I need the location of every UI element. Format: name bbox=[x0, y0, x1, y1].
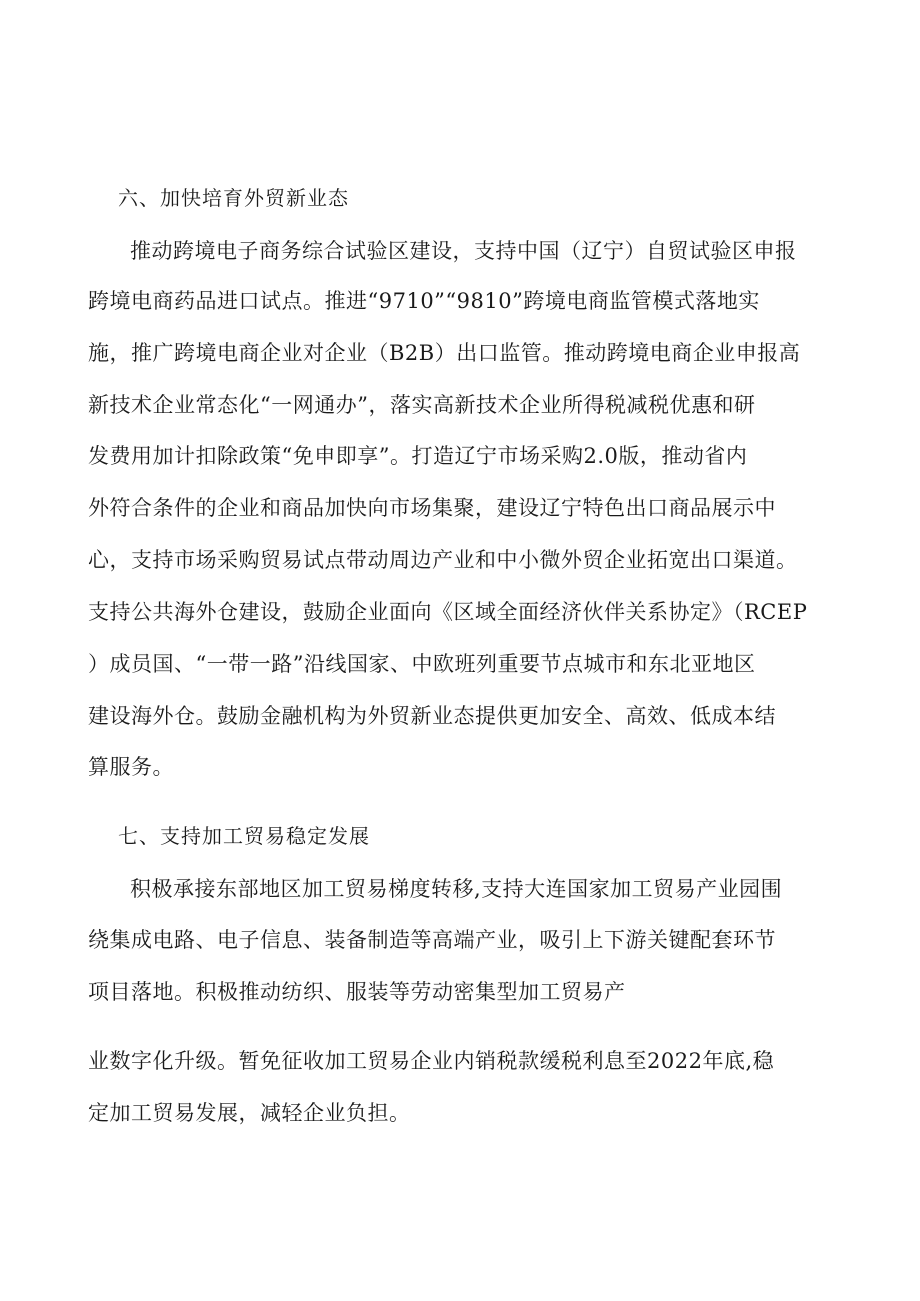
section-6-line: 算服务。 bbox=[88, 755, 174, 779]
section-6-line: 施，推广跨境电商企业对企业（B2B）出口监管。推动跨境电商企业申报高 bbox=[88, 341, 801, 365]
section-6-line: 跨境电商药品进口试点。推进“9710”“9810”跨境电商监管模式落地实 bbox=[88, 289, 760, 313]
section-6-line: 支持公共海外仓建设，鼓励企业面向《区域全面经济伙伴关系协定》（RCEP bbox=[88, 600, 808, 624]
section-7-line: 项目落地。积极推动纺织、服装等劳动密集型加工贸易产 bbox=[88, 980, 626, 1004]
section-6-heading: 六、加快培育外贸新业态 bbox=[118, 186, 349, 210]
section-6-line: 外符合条件的企业和商品加快向市场集聚，建设辽宁特色出口商品展示中 bbox=[88, 496, 776, 520]
section-6-line: 心，支持市场采购贸易试点带动周边产业和中小微外贸企业拓宽出口渠道。 bbox=[88, 548, 798, 572]
section-7-line: 积极承接东部地区加工贸易梯度转移,支持大连国家加工贸易产业园围 bbox=[130, 877, 783, 901]
section-6-line: 推动跨境电子商务综合试验区建设，支持中国（辽宁）自贸试验区申报 bbox=[130, 239, 797, 263]
section-7-line: 绕集成电路、电子信息、装备制造等高端产业，吸引上下游关键配套环节 bbox=[88, 928, 776, 952]
section-6-line: 发费用加计扣除政策“免申即享”。打造辽宁市场采购2.0版，推动省内 bbox=[88, 444, 748, 468]
section-7-line: 定加工贸易发展，减轻企业负担。 bbox=[88, 1101, 411, 1125]
section-6-line: ）成员国、“一带一路”沿线国家、中欧班列重要节点城市和东北亚地区 bbox=[88, 652, 756, 676]
section-7-heading: 七、支持加工贸易稳定发展 bbox=[118, 824, 370, 848]
section-6-line: 建设海外仓。鼓励金融机构为外贸新业态提供更加安全、高效、低成本结 bbox=[88, 704, 776, 728]
section-7-line: 业数字化升级。暂免征收加工贸易企业内销税款缓税利息至2022年底,稳 bbox=[88, 1049, 775, 1073]
section-6-line: 新技术企业常态化“一网通办”，落实高新技术企业所得税减税优惠和研 bbox=[88, 393, 756, 417]
